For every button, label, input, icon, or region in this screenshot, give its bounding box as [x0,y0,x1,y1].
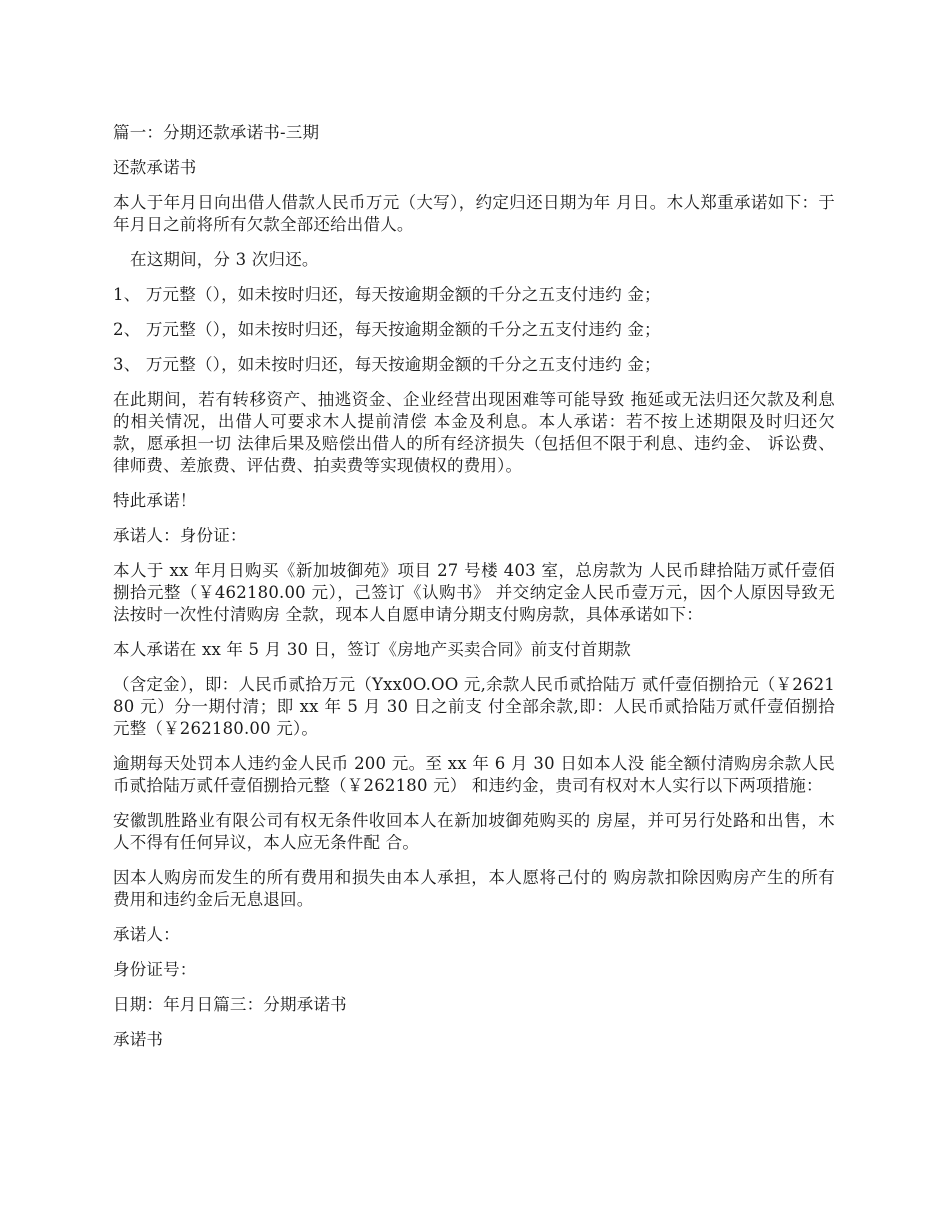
document-body [113,122,835,1064]
body-paragraph: 在这期间，分 3 次归还。 [130,250,319,269]
date-line: 日期：年月日篇三：分期承诺书 [113,995,347,1014]
body-paragraph: 逾期每天处罚本人违约金人民币 200 元。至 xx 年 6 月 30 日如本人没 能全额付清购房余款人民币贰拾陆万贰仟壹佰捌拾元整（￥262180 元） 和违约金，贵司有权对木人实行以下两项措施： [113,754,835,795]
body-paragraph: 本人于年月日向出借人借款人民币万元（大写），约定归还日期为年 月日。木人郑重承诺如下：于年月日之前将所有欠款全部还给出借人。 [113,193,835,234]
installment-item: 1、 万元整（），如未按时归还，每天按逾期金额的千分之五支付违约 金； [113,285,661,304]
installment-item: 3、 万元整（），如未按时归还，每天按逾期金额的千分之五支付违约 金； [113,355,661,374]
body-paragraph: 在此期间，若有转移资产、抽逃资金、企业经营出现困难等可能导致 拖延或无法归还欠款及利息的相关情况，出借人可要求木人提前清偿 本金及利息。本人承诺：若不按上述期限及时归还欠款，愿承担一切 法律后果及赔偿出借人的所有经济损失（包括但不限于利息、违约金、 诉讼费、律师费、差旅费、评估费、拍卖费等实现债权的费用）。 [113,390,835,475]
id-number-line: 身份证号： [113,960,197,979]
document-heading: 承诺书 [113,1030,164,1049]
document-heading: 还款承诺书 [113,158,197,177]
body-paragraph: 本人承诺在 xx 年 5 月 30 日，签订《房地产买卖合同》前支付首期款 [113,640,631,659]
closing-statement: 特此承诺！ [113,491,197,510]
body-paragraph: 本人于 xx 年月日购买《新加坡御苑》项目 27 号楼 403 室，总房款为 人民币肆拾陆万贰仟壹佰捌拾元整（￥462180.00 元），己签订《认购书》 并交纳定金人民币壹万元，因个人原因导致无法按时一次性付清购房 全款，现本人自愿申请分期支付购房款，具体承诺如下： [113,561,835,624]
body-paragraph: （含定金），即：人民币贰拾万元（Yxx0O.OO 元,余款人民币贰拾陆万 贰仟壹佰捌拾元（￥262180 元）分一期付清；即 xx 年 5 月 30 日之前支 付全部余款,即：人民币贰拾陆万贰仟壹佰捌拾元整（￥262180.00 元）。 [113,675,835,738]
section-title: 篇一：分期还款承诺书-三期 [113,123,320,142]
installment-item: 2、 万元整（），如未按时归还，每天按逾期金额的千分之五支付违约 金； [113,320,661,339]
body-paragraph: 安徽凯胜路业有限公司有权无条件收回本人在新加坡御苑购买的 房屋，并可另行处路和出售，木人不得有任何异议，本人应无条件配 合。 [113,811,835,852]
signature-line: 承诺人：身份证： [113,526,247,545]
body-paragraph: 因本人购房而发生的所有费用和损失由本人承担，本人愿将己付的 购房款扣除因购房产生的所有费用和违约金后无息退回。 [113,868,835,909]
signature-line: 承诺人： [113,925,180,944]
